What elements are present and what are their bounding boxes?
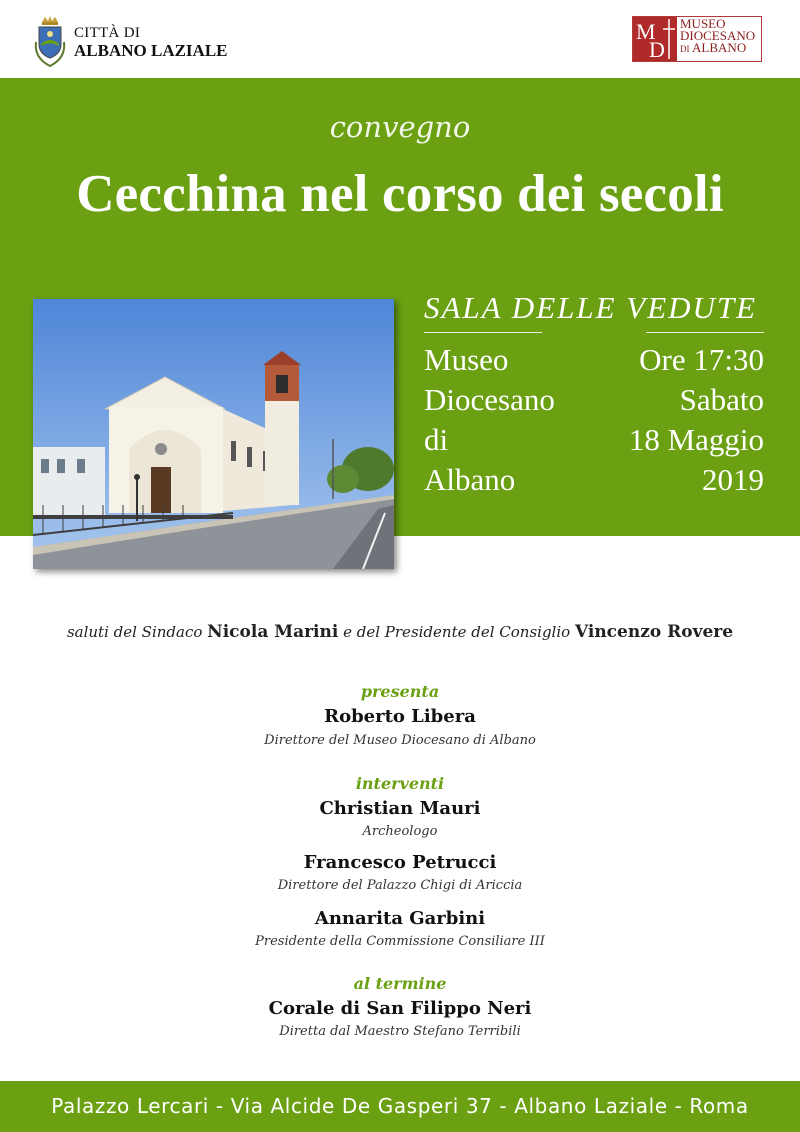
place-line: di xyxy=(424,422,449,457)
city-logo xyxy=(32,14,228,70)
museum-line3-small: DI xyxy=(680,44,690,54)
venue-block xyxy=(424,290,764,500)
speaker-name: Francesco Petrucci xyxy=(303,852,497,873)
museum-line2: DIOCESANO xyxy=(680,28,756,43)
divider-right xyxy=(646,332,764,333)
venue-place xyxy=(424,340,555,500)
closing-name: Corale di San Filippo Neri xyxy=(268,998,532,1019)
presenter-role: Direttore del Museo Diocesano di Albano xyxy=(264,733,536,748)
divider-left xyxy=(424,332,542,333)
mayor-name: Nicola Marini xyxy=(207,622,339,642)
city-name: ALBANO LAZIALE xyxy=(74,41,228,60)
event-title: Cecchina nel corso dei secoli xyxy=(76,165,724,223)
place-line: Museo xyxy=(424,342,509,377)
church-photo xyxy=(33,299,394,569)
museum-line3: ALBANO xyxy=(692,40,747,55)
termine-label: al termine xyxy=(353,974,447,993)
time-line: 2019 xyxy=(702,462,764,497)
presenter-name: Roberto Libera xyxy=(324,706,476,727)
time-line: Ore 17:30 xyxy=(639,342,764,377)
time-line: 18 Maggio xyxy=(628,422,764,457)
program xyxy=(0,680,800,1042)
header xyxy=(0,0,800,78)
greetings-part2: e del Presidente del Consiglio xyxy=(343,623,571,641)
president-name: Vincenzo Rovere xyxy=(574,622,734,642)
time-line: Sabato xyxy=(679,382,764,417)
interventi-label: interventi xyxy=(355,774,445,793)
place-line: Diocesano xyxy=(424,382,555,417)
museum-monogram-icon xyxy=(633,17,677,61)
event-kicker: convegno xyxy=(329,110,471,144)
hall-name: SALA DELLE VEDUTE xyxy=(424,290,758,325)
greetings-line xyxy=(0,622,800,642)
closing-role: Diretta dal Maestro Stefano Terribili xyxy=(279,1024,521,1039)
speaker-role: Presidente della Commissione Consiliare III xyxy=(255,934,545,949)
svg-text:D: D xyxy=(649,37,665,61)
speaker-name: Annarita Garbini xyxy=(314,908,486,929)
museum-line1: MUSEO xyxy=(680,16,726,31)
footer-address: Palazzo Lercari - Via Alcide De Gasperi 37 - Albano Laziale - Roma xyxy=(0,1081,800,1132)
venue-rules xyxy=(424,326,764,338)
svg-text:M: M xyxy=(636,19,656,44)
speaker-role: Archeologo xyxy=(362,824,438,839)
city-prefix: CITTÀ DI xyxy=(74,25,141,41)
venue-time xyxy=(629,340,764,500)
place-line: Albano xyxy=(424,462,516,497)
greetings-part1: saluti del Sindaco xyxy=(66,623,203,641)
museum-logo xyxy=(632,16,762,62)
speaker-name: Christian Mauri xyxy=(319,798,481,819)
city-crest-icon xyxy=(32,14,68,70)
speaker-role: Direttore del Palazzo Chigi di Ariccia xyxy=(277,878,523,893)
presenta-label: presenta xyxy=(360,682,440,701)
